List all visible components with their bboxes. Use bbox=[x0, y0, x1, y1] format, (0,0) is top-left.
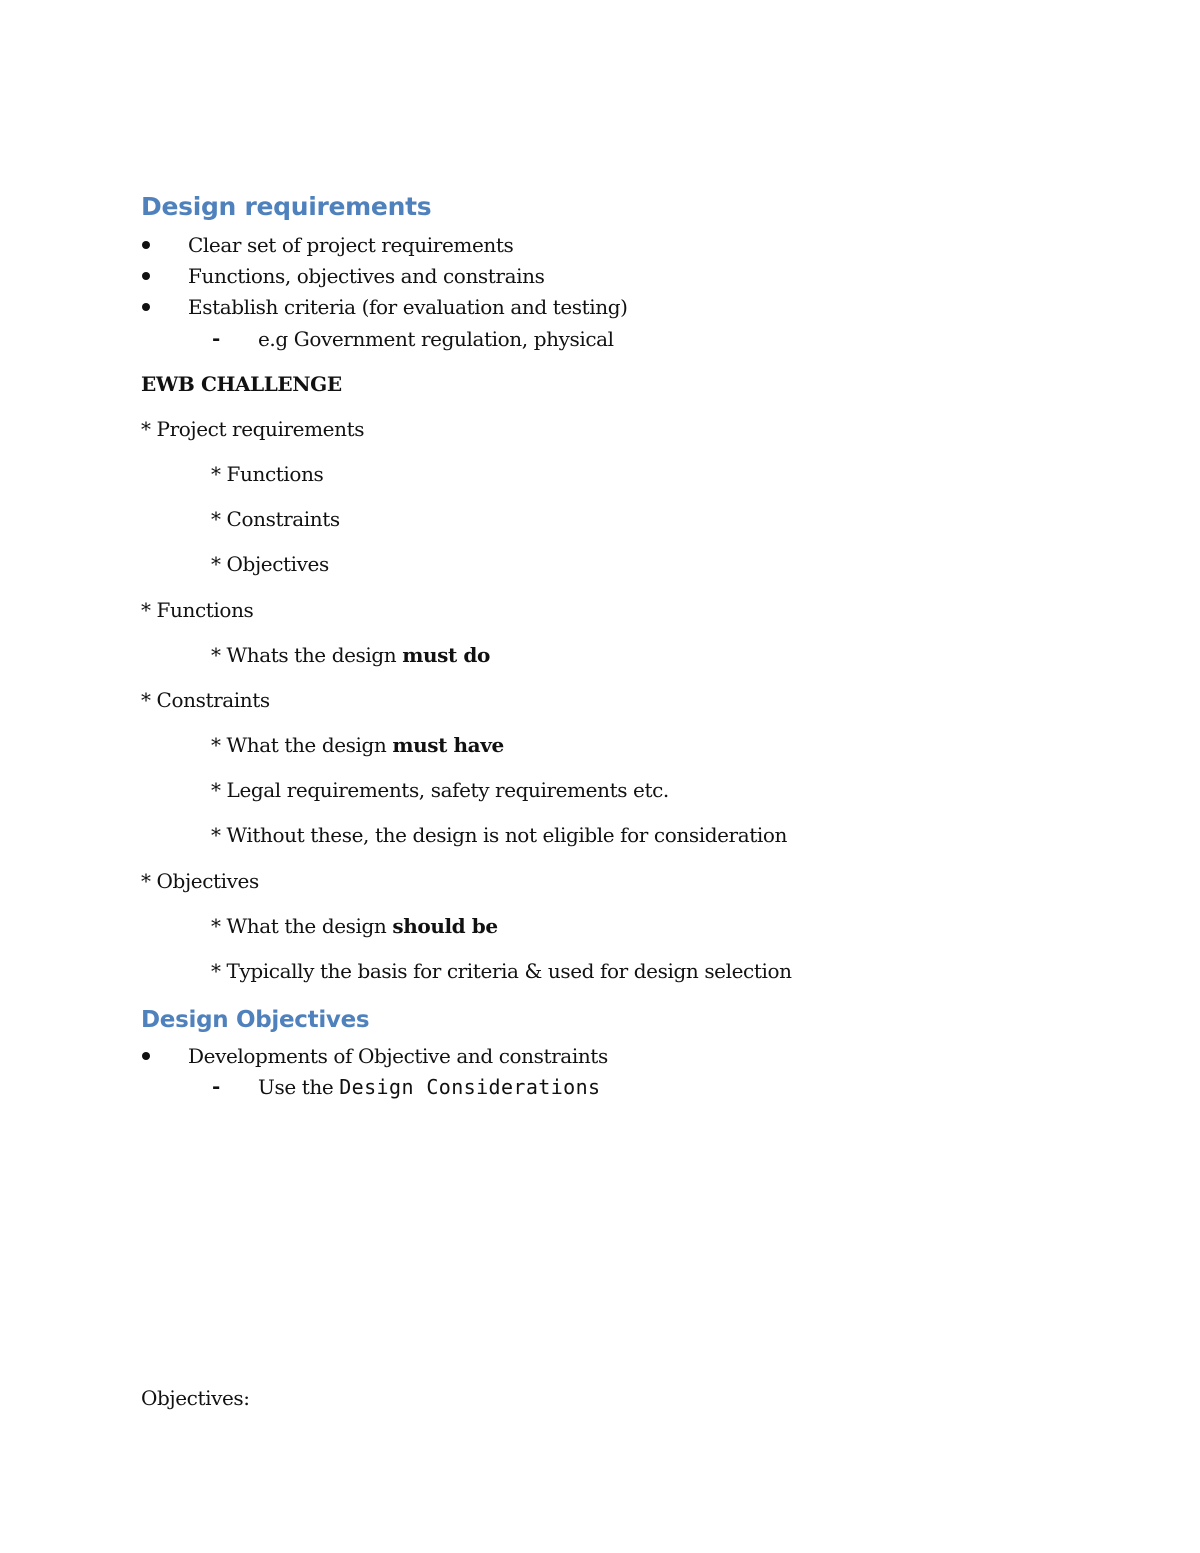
note-line: * Whats the design must do bbox=[211, 643, 490, 667]
note-line: * Objectives bbox=[211, 552, 329, 576]
sub-list-item: e.g Government regulation, physical bbox=[258, 327, 614, 351]
note-line: * What the design should be bbox=[211, 914, 498, 938]
bullet-icon bbox=[142, 241, 150, 249]
list-item: Establish criteria (for evaluation and testing) bbox=[188, 295, 628, 319]
objectives-label: Objectives: bbox=[141, 1386, 250, 1410]
bullet-icon bbox=[142, 1052, 150, 1060]
note-line: * Constraints bbox=[211, 507, 340, 531]
note-line: * Functions bbox=[141, 598, 254, 622]
dash-icon: - bbox=[212, 1074, 221, 1098]
ewb-challenge-title: EWB CHALLENGE bbox=[141, 372, 342, 396]
note-line: * Typically the basis for criteria & used for design selection bbox=[211, 959, 792, 983]
note-line: * Legal requirements, safety requirements etc. bbox=[211, 778, 669, 802]
sub-list-item: Use the Design Considerations bbox=[258, 1075, 601, 1099]
list-item: Functions, objectives and constrains bbox=[188, 264, 545, 288]
bullet-icon bbox=[142, 272, 150, 280]
note-line: * Constraints bbox=[141, 688, 270, 712]
note-line: * What the design must have bbox=[211, 733, 504, 757]
dash-icon: - bbox=[212, 326, 221, 350]
heading-design-requirements: Design requirements bbox=[141, 192, 432, 221]
note-line: * Functions bbox=[211, 462, 324, 486]
note-line: * Project requirements bbox=[141, 417, 365, 441]
list-item: Developments of Objective and constraints bbox=[188, 1044, 608, 1068]
note-line: * Without these, the design is not eligible for consideration bbox=[211, 823, 787, 847]
heading-design-objectives: Design Objectives bbox=[141, 1007, 370, 1033]
list-item: Clear set of project requirements bbox=[188, 233, 514, 257]
note-line: * Objectives bbox=[141, 869, 259, 893]
bullet-icon bbox=[142, 303, 150, 311]
